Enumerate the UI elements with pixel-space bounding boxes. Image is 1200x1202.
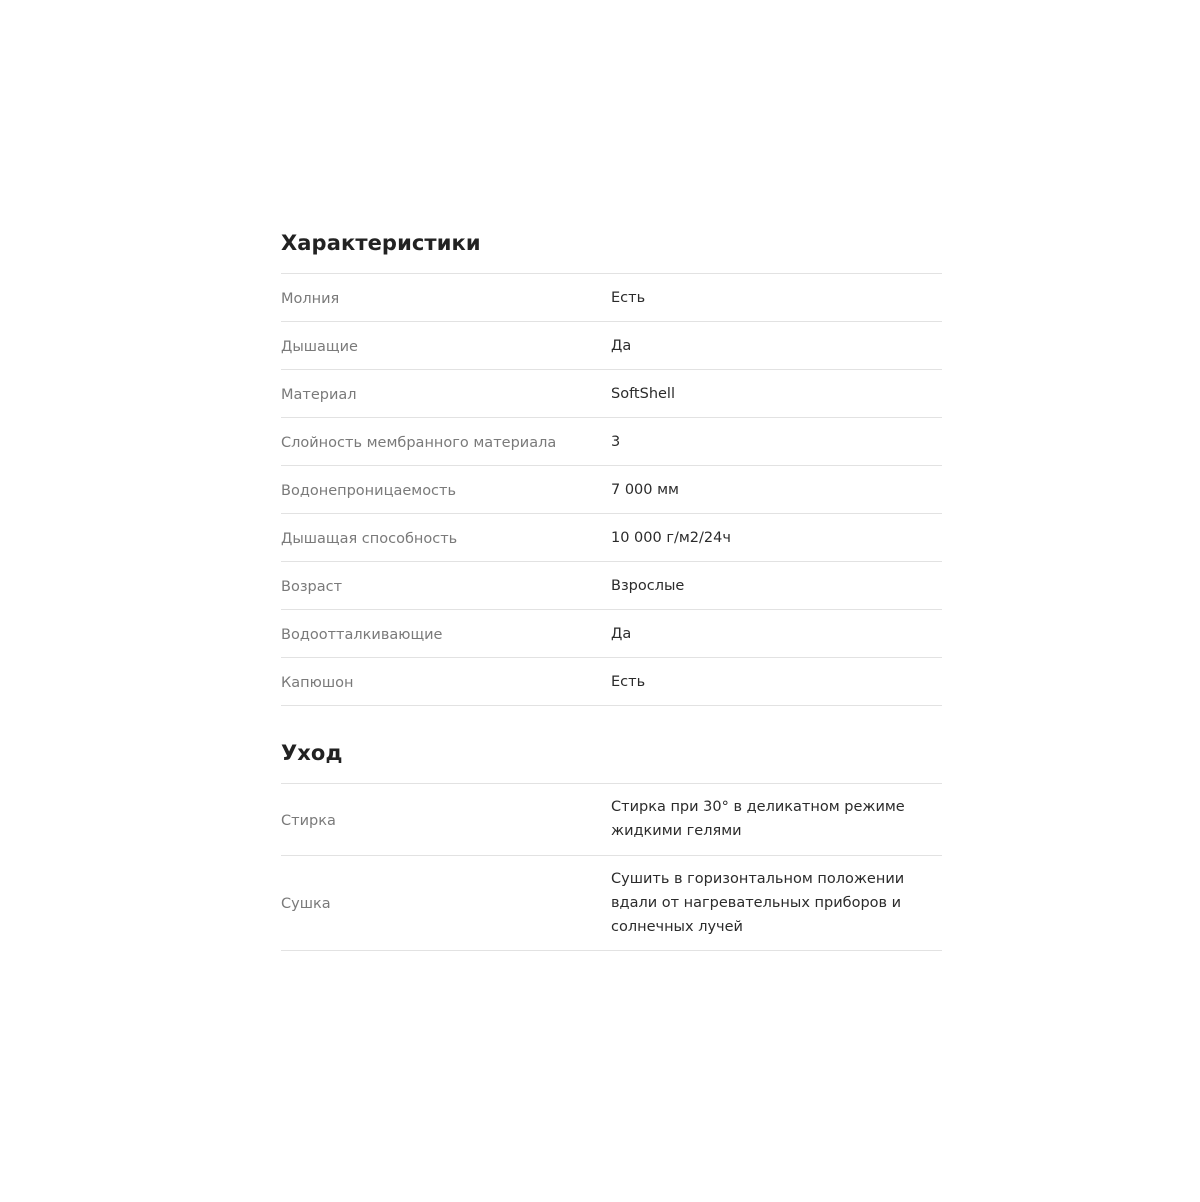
row-label: Возраст (281, 578, 343, 595)
row-label: Слойность мембранного материала (281, 434, 557, 451)
table-row (281, 322, 942, 370)
row-value: Взрослые (611, 577, 685, 594)
row-value: 7 000 мм (611, 481, 679, 498)
row-label: Водоотталкивающие (281, 626, 443, 643)
table-row (281, 514, 942, 562)
row-value: 3 (611, 433, 621, 450)
row-label: Сушка (281, 896, 331, 912)
row-label: Дышащая способность (281, 530, 458, 547)
row-value: Сушить в горизонтальном положении вдали от нагревательных приборов и солнечных лучей (611, 870, 905, 935)
table-row (281, 856, 942, 951)
table-row (281, 784, 942, 856)
table-row (281, 562, 942, 610)
row-label: Стирка (281, 812, 336, 829)
row-value: Есть (611, 673, 646, 690)
table-row (281, 466, 942, 514)
row-label: Материал (281, 386, 357, 403)
table-row (281, 274, 942, 322)
row-value: Есть (611, 289, 646, 306)
product-details (281, 226, 942, 951)
specs-title: Характеристики (281, 231, 481, 255)
table-row (281, 610, 942, 658)
row-value: 10 000 г/м2/24ч (611, 529, 731, 546)
row-label: Капюшон (281, 674, 354, 691)
care-title: Уход (281, 741, 343, 765)
row-label: Молния (281, 290, 340, 307)
specs-table (281, 273, 942, 706)
row-label: Водонепроницаемость (281, 482, 457, 499)
care-table (281, 783, 942, 951)
row-value: Да (611, 625, 632, 642)
table-row (281, 658, 942, 706)
row-value: Стирка при 30° в деликатном режиме жидкими гелями (611, 799, 905, 839)
row-value: Да (611, 337, 632, 354)
table-row (281, 418, 942, 466)
row-value: SoftShell (611, 385, 675, 402)
table-row (281, 370, 942, 418)
row-label: Дышащие (281, 338, 358, 355)
